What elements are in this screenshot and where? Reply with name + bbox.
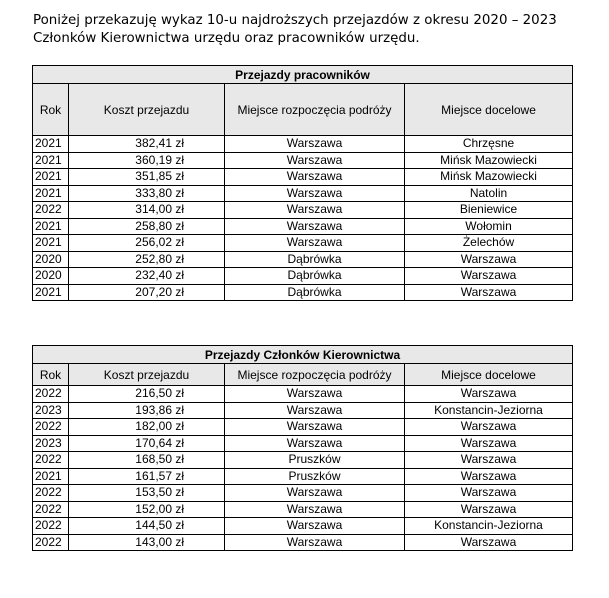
cell-origin: Dąbrówka	[225, 251, 405, 268]
cell-destination: Warszawa	[405, 534, 573, 551]
intro-line-2: Członków Kierownictwa urzędu oraz pracowników urzędu.	[33, 31, 420, 46]
cell-cost: 161,57 zł	[69, 468, 225, 485]
table-row	[33, 518, 573, 535]
cell-destination: Bieniewice	[405, 202, 573, 219]
table-row	[33, 284, 573, 301]
cell-cost: 258,80 zł	[69, 218, 225, 235]
cell-cost: 168,50 zł	[69, 452, 225, 469]
management-table-body	[33, 386, 573, 551]
cell-destination: Warszawa	[405, 485, 573, 502]
cell-origin: Dąbrówka	[225, 268, 405, 285]
column-header-origin: Miejsce rozpoczęcia podróży	[225, 84, 405, 136]
cell-origin: Pruszków	[225, 452, 405, 469]
table-row	[33, 402, 573, 419]
cell-origin: Dąbrówka	[225, 284, 405, 301]
cell-cost: 256,02 zł	[69, 235, 225, 252]
cell-cost: 193,86 zł	[69, 402, 225, 419]
cell-year: 2021	[33, 169, 69, 186]
table-row	[33, 235, 573, 252]
cell-origin: Warszawa	[225, 435, 405, 452]
cell-year: 2022	[33, 419, 69, 436]
column-header-cost: Koszt przejazdu	[69, 364, 225, 386]
cell-cost: 232,40 zł	[69, 268, 225, 285]
cell-destination: Warszawa	[405, 468, 573, 485]
table-row	[33, 501, 573, 518]
management-table-title: Przejazdy Członków Kierownictwa	[33, 346, 573, 364]
intro-text	[33, 12, 593, 48]
cell-year: 2021	[33, 218, 69, 235]
cell-year: 2020	[33, 268, 69, 285]
cell-cost: 360,19 zł	[69, 152, 225, 169]
cell-destination: Warszawa	[405, 386, 573, 403]
cell-destination: Żelechów	[405, 235, 573, 252]
cell-origin: Warszawa	[225, 218, 405, 235]
table-row	[33, 251, 573, 268]
cell-cost: 314,00 zł	[69, 202, 225, 219]
table-row	[33, 485, 573, 502]
cell-year: 2022	[33, 202, 69, 219]
column-header-destination: Miejsce docelowe	[405, 364, 573, 386]
cell-destination: Warszawa	[405, 452, 573, 469]
cell-cost: 144,50 zł	[69, 518, 225, 535]
table-row	[33, 185, 573, 202]
management-trips-table	[32, 345, 573, 551]
cell-origin: Warszawa	[225, 136, 405, 153]
column-header-cost: Koszt przejazdu	[69, 84, 225, 136]
intro-line-1: Poniżej przekazuję wykaz 10-u najdroższych przejazdów z okresu 2020 – 2023	[33, 13, 557, 28]
cell-destination: Warszawa	[405, 435, 573, 452]
cell-destination: Warszawa	[405, 284, 573, 301]
column-header-year: Rok	[33, 364, 69, 386]
table-row	[33, 202, 573, 219]
cell-year: 2022	[33, 501, 69, 518]
cell-origin: Warszawa	[225, 185, 405, 202]
cell-destination: Warszawa	[405, 251, 573, 268]
cell-cost: 382,41 zł	[69, 136, 225, 153]
cell-destination: Wołomin	[405, 218, 573, 235]
cell-cost: 153,50 zł	[69, 485, 225, 502]
cell-destination: Warszawa	[405, 419, 573, 436]
cell-origin: Warszawa	[225, 402, 405, 419]
cell-destination: Chrzęsne	[405, 136, 573, 153]
cell-origin: Warszawa	[225, 202, 405, 219]
cell-year: 2021	[33, 235, 69, 252]
cell-destination: Warszawa	[405, 268, 573, 285]
table-row	[33, 419, 573, 436]
cell-cost: 252,80 zł	[69, 251, 225, 268]
employees-table-title: Przejazdy pracowników	[33, 66, 573, 84]
table-row	[33, 136, 573, 153]
cell-year: 2022	[33, 386, 69, 403]
table-row	[33, 386, 573, 403]
cell-cost: 351,85 zł	[69, 169, 225, 186]
cell-destination: Konstancin-Jeziorna	[405, 402, 573, 419]
cell-origin: Warszawa	[225, 534, 405, 551]
cell-cost: 152,00 zł	[69, 501, 225, 518]
table-row	[33, 435, 573, 452]
employees-table-body	[33, 136, 573, 301]
cell-cost: 170,64 zł	[69, 435, 225, 452]
cell-year: 2023	[33, 435, 69, 452]
cell-year: 2021	[33, 136, 69, 153]
cell-destination: Mińsk Mazowiecki	[405, 152, 573, 169]
cell-origin: Warszawa	[225, 485, 405, 502]
column-header-destination: Miejsce docelowe	[405, 84, 573, 136]
cell-origin: Warszawa	[225, 152, 405, 169]
cell-cost: 207,20 zł	[69, 284, 225, 301]
cell-year: 2023	[33, 402, 69, 419]
cell-year: 2022	[33, 534, 69, 551]
table-row	[33, 534, 573, 551]
cell-year: 2021	[33, 152, 69, 169]
cell-year: 2021	[33, 468, 69, 485]
cell-origin: Warszawa	[225, 419, 405, 436]
cell-cost: 333,80 zł	[69, 185, 225, 202]
cell-origin: Warszawa	[225, 235, 405, 252]
cell-origin: Warszawa	[225, 501, 405, 518]
cell-origin: Pruszków	[225, 468, 405, 485]
cell-year: 2022	[33, 518, 69, 535]
column-header-year: Rok	[33, 84, 69, 136]
table-row	[33, 468, 573, 485]
cell-destination: Mińsk Mazowiecki	[405, 169, 573, 186]
table-row	[33, 169, 573, 186]
table-row	[33, 452, 573, 469]
column-header-origin: Miejsce rozpoczęcia podróży	[225, 364, 405, 386]
table-row	[33, 268, 573, 285]
cell-origin: Warszawa	[225, 169, 405, 186]
cell-year: 2021	[33, 185, 69, 202]
table-row	[33, 152, 573, 169]
cell-year: 2020	[33, 251, 69, 268]
cell-cost: 182,00 zł	[69, 419, 225, 436]
employees-trips-table	[32, 65, 573, 301]
cell-year: 2022	[33, 452, 69, 469]
cell-origin: Warszawa	[225, 386, 405, 403]
cell-destination: Konstancin-Jeziorna	[405, 518, 573, 535]
table-row	[33, 218, 573, 235]
cell-year: 2022	[33, 485, 69, 502]
cell-cost: 143,00 zł	[69, 534, 225, 551]
cell-cost: 216,50 zł	[69, 386, 225, 403]
cell-year: 2021	[33, 284, 69, 301]
cell-destination: Natolin	[405, 185, 573, 202]
cell-destination: Warszawa	[405, 501, 573, 518]
cell-origin: Warszawa	[225, 518, 405, 535]
